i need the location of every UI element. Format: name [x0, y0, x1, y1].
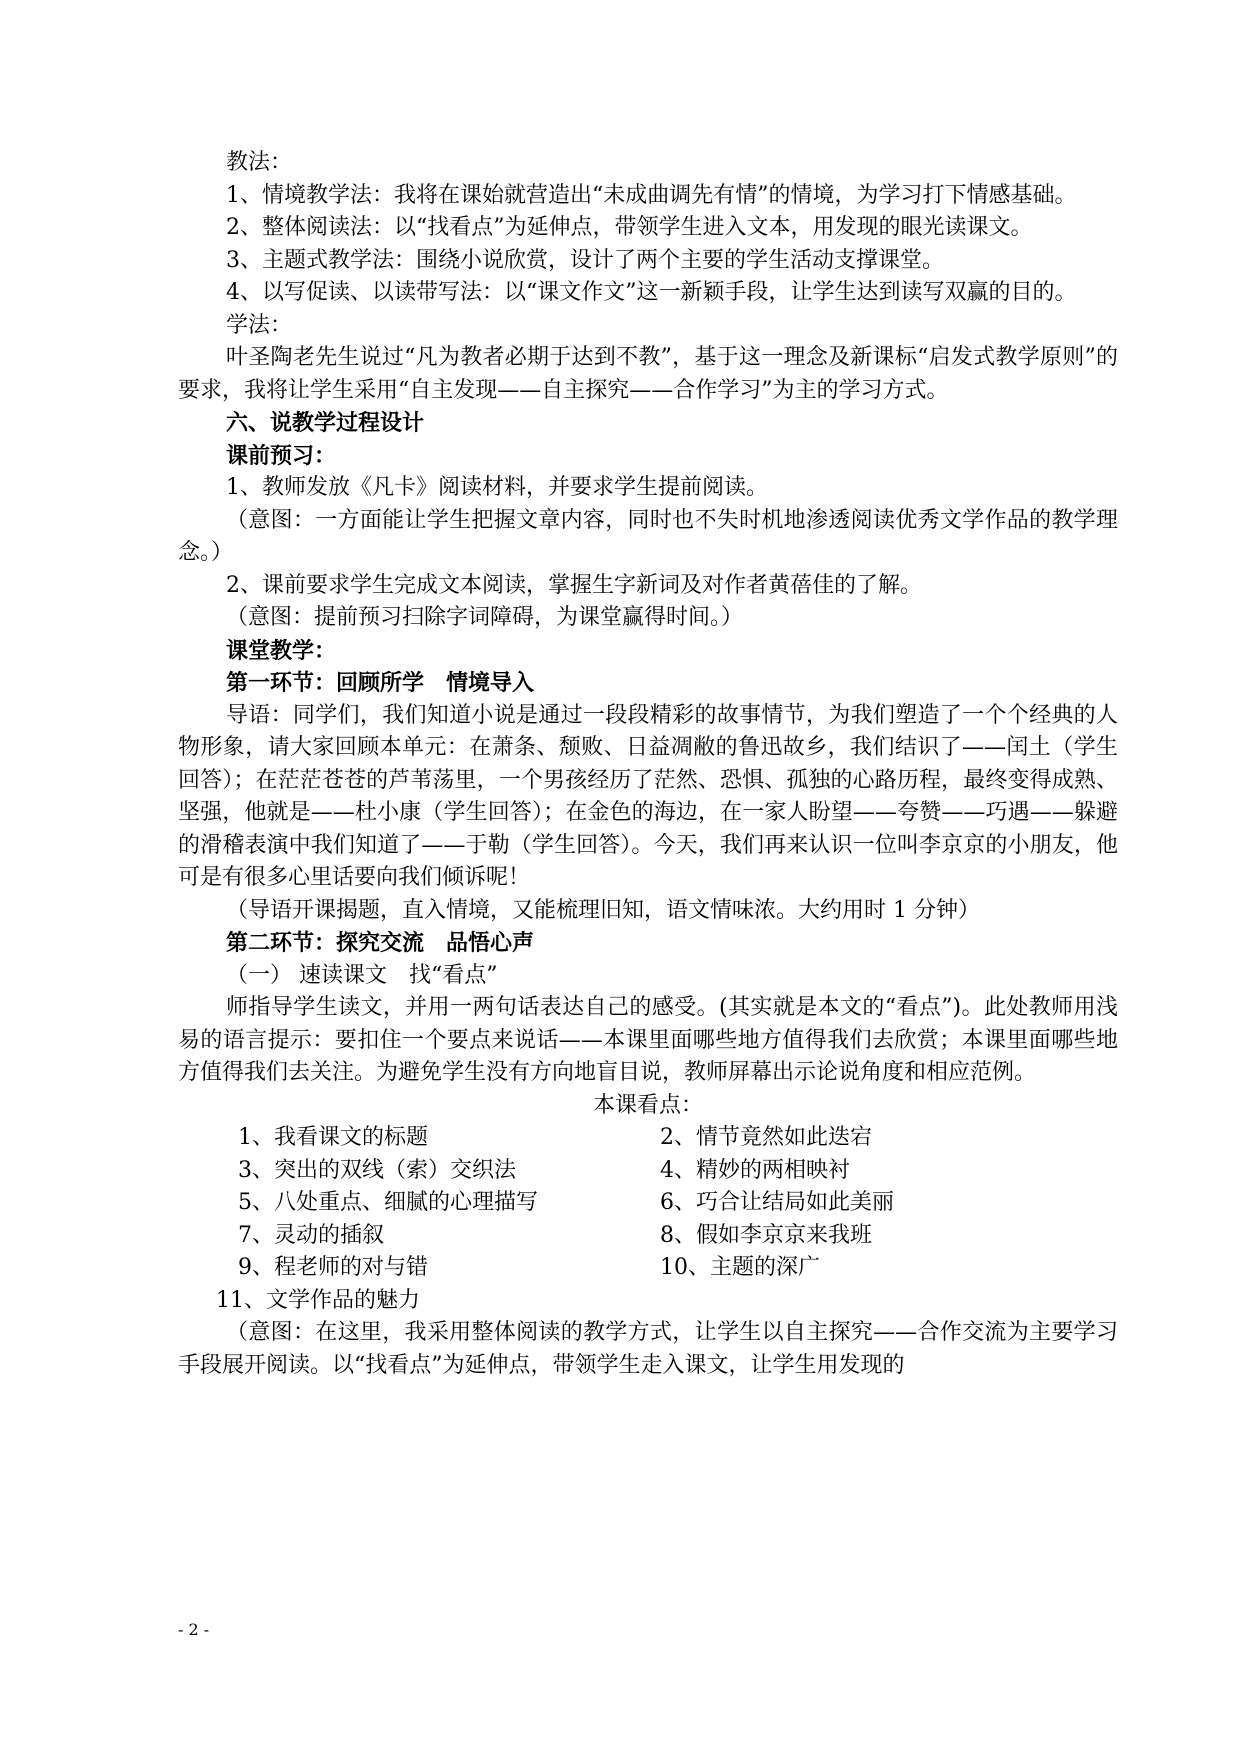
list-item: 5、八处重点、细腻的心理描写: [238, 1190, 538, 1215]
paragraph-preview-1: 1、教师发放《凡卡》阅读材料，并要求学生提前阅读。: [226, 475, 768, 500]
list-item: 4、精妙的两相映衬: [660, 1157, 850, 1183]
section-heading-process: 六、说教学过程设计: [226, 410, 425, 436]
subheading-preview: 课前预习：: [226, 442, 337, 469]
paragraph-introduction: 导语：同学们，我们知道小说是通过一段段精彩的故事情节，为我们塑造了一个个经典的人物形象，请大家回顾本单元：在萧条、颓败、日益凋敝的鲁迅故乡，我们结识了——闰土（学生回答）；在茫茫苍苍的芦苇荡里，一个男孩经历了茫然、恐惧、孤独的心路历程，最终变得成熟、坚强，他就是——杜小康（学生回答）；在金色的海边，在一家人盼望——夸赞——巧遇——躲避的滑稽表演中我们知道了——于勒（学生回答）。今天，我们再来认识一位叫李京京的小朋友，他可是有很多心里话要向我们倾诉呢！: [178, 702, 1118, 890]
list-item: 1、我看课文的标题: [238, 1125, 428, 1150]
list-item: 3、突出的双线（索）交织法: [238, 1157, 516, 1183]
paragraph-preview-2: 2、课前要求学生完成文本阅读，掌握生字新词及对作者黄蓓佳的了解。: [226, 572, 922, 598]
paragraph-learning-methods-heading: 学法：: [226, 312, 293, 338]
subheading-stage-1: 第一环节：回顾所学 情境导入: [226, 670, 535, 696]
paragraph-preview-2-intent: （意图：提前预习扫除字词障碍，为课堂赢得时间。）: [226, 605, 744, 630]
paragraph-method-4: 4、以写促读、以读带写法：以“课文作文”这一新颖手段，让学生达到读写双赢的目的。: [226, 280, 1077, 305]
list-item: 2、情节竟然如此迭宕: [660, 1125, 872, 1150]
list-item: 11、文学作品的魅力: [216, 1287, 420, 1313]
document-body: [178, 147, 1118, 1382]
list-title: 本课看点：: [592, 1092, 703, 1118]
highlights-list: [178, 1122, 1118, 1317]
page-number: - 2 -: [178, 1620, 210, 1639]
paragraph-speed-reading: （一） 速读课文 找“看点”: [226, 962, 498, 988]
paragraph-teaching-methods-heading: 教法：: [226, 150, 293, 175]
list-item: 7、灵动的插叙: [238, 1222, 384, 1248]
paragraph-method-2: 2、整体阅读法：以“找看点”为延伸点，带领学生进入文本，用发现的眼光读课文。: [226, 215, 1033, 240]
subheading-stage-2: 第二环节：探究交流 品悟心声: [226, 930, 535, 956]
paragraph-method-3: 3、主题式教学法：围绕小说欣赏，设计了两个主要的学生活动支撑课堂。: [226, 247, 944, 273]
paragraph-method-1: 1、情境教学法：我将在课始就营造出“未成曲调先有情”的情境，为学习打下情感基础。: [226, 182, 1077, 208]
list-item: 8、假如李京京来我班: [660, 1222, 872, 1248]
list-item: 9、程老师的对与错: [238, 1255, 428, 1280]
paragraph-learning-methods: 叶圣陶老先生说过“凡为教者必期于达到不教”，基于这一理念及新课标“启发式教学原则”的要求，我将让学生采用“自主发现——自主探究——合作学习”为主的学习方式。: [178, 345, 1118, 403]
paragraph-introduction-note: （导语开课揭题，直入情境，又能梳理旧知，语文情味浓。大约用时 1 分钟）: [226, 897, 980, 923]
paragraph-preview-1-intent: （意图：一方面能让学生把握文章内容，同时也不失时机地渗透阅读优秀文学作品的教学理念。）: [178, 507, 1118, 565]
paragraph-guidance: 师指导学生读文，并用一两句话表达自己的感受。(其实就是本文的“看点”)。此处教师用浅易的语言提示：要扣住一个要点来说话——本课里面哪些地方值得我们去欣赏；本课里面哪些地方值得我们去关注。为避免学生没有方向地盲目说，教师屏幕出示论说角度和相应范例。: [178, 995, 1118, 1085]
subheading-classroom: 课堂教学：: [226, 637, 337, 664]
paragraph-intent-final: （意图：在这里，我采用整体阅读的教学方式，让学生以自主探究——合作交流为主要学习手段展开阅读。以“找看点”为延伸点，带领学生走入课文，让学生用发现的: [178, 1320, 1118, 1378]
list-item: 10、主题的深广: [660, 1255, 820, 1280]
list-item: 6、巧合让结局如此美丽: [660, 1190, 894, 1215]
